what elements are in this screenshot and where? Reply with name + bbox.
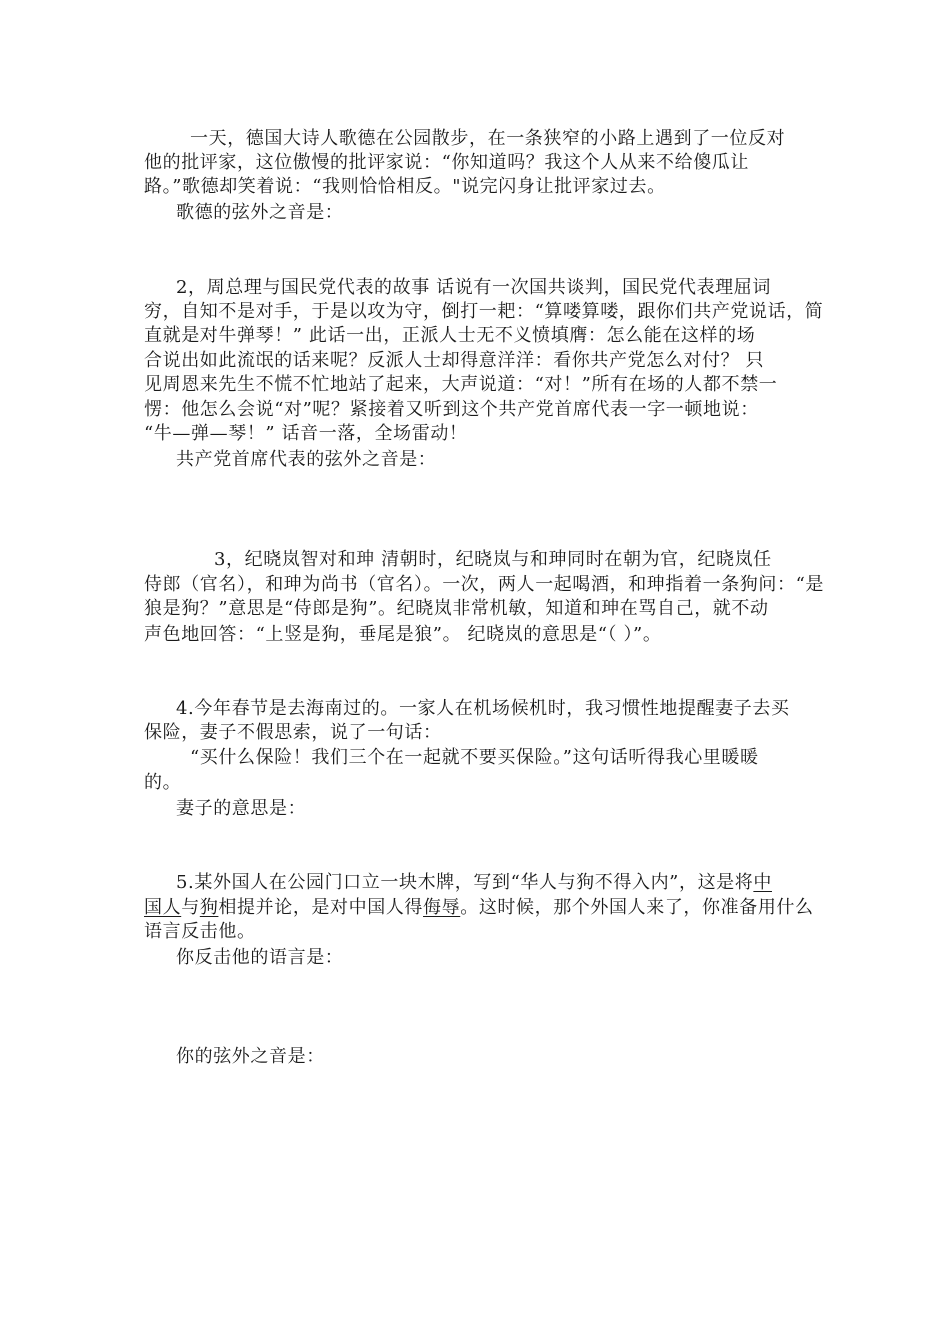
s5-underlined-gou: 狗 [199,897,219,918]
s2-line-2: 穷，自知不是对手，于是以攻为守，倒打一耙：“算喽算喽，跟你们共产党说话，简 [144,301,824,322]
s5-line-2 [144,896,814,920]
s2-prompt: 共产党首席代表的弦外之音是： [176,449,437,470]
s2-line-7: “牛—弹—琴！” 话音一落，全场雷动！ [144,423,468,444]
s4-line-1: 4.今年春节是去海南过的。一家人在机场候机时，我习惯性地提醒妻子去买 [176,698,790,719]
s5-text-yu: 与 [181,897,200,918]
s2-line-4: 合说出如此流氓的话来呢？反派人士却得意洋洋：看你共产党怎么对付？ 只 [144,350,765,371]
s2-line-3: 直就是对牛弹琴！” 此话一出，正派人士无不义愤填膺：怎么能在这样的场 [144,325,756,346]
s2-line-1: 2，周总理与国民党代表的故事 话说有一次国共谈判，国民党代表理屈词 [176,277,771,298]
s5-underlined-zhong: 中 [753,872,772,893]
s1-line-3: 路。”歌德却笑着说：“我则恰恰相反。"说完闪身让批评家过去。 [144,176,666,197]
s5-underlined-wuru: 侮辱 [423,897,461,918]
s1-line-1: 一天，德国大诗人歌德在公园散步，在一条狭窄的小路上遇到了一位反对 [190,128,786,149]
s3-line-3: 狼是狗？”意思是“侍郎是狗”。纪晓岚非常机敏，知道和珅在骂自己，就不动 [144,598,769,619]
s4-line-3: “买什么保险！我们三个在一起就不要买保险。”这句话听得我心里暖暖 [190,747,759,768]
s1-line-2: 他的批评家，这位傲慢的批评家说：“你知道吗？我这个人从来不给傻瓜让 [144,152,749,173]
s3-line-2: 侍郎（官名），和珅为尚书（官名）。一次，两人一起喝酒，和珅指着一条狗问：“是 [144,574,824,595]
s4-line-4: 的。 [144,772,182,793]
s5-prompt: 你反击他的语言是： [176,947,344,968]
s2-line-6: 愣：他怎么会说“对”呢？紧接着又听到这个共产党首席代表一字一顿地说： [144,399,759,420]
s5-underlined-guoren: 国人 [144,897,182,918]
s5-line-1 [144,871,810,895]
s5-line-3: 语言反击他。 [144,921,256,942]
s1-prompt: 歌德的弦外之音是： [176,202,344,223]
s5-text-mid: 相提并论，是对中国人得 [218,897,424,918]
s5-text-end: 。这时候，那个外国人来了，你准备用什么 [460,897,814,918]
s2-line-5: 见周恩来先生不慌不忙地站了起来，大声说道：“对！”所有在场的人都不禁一 [144,374,778,395]
s3-line-1: 3，纪晓岚智对和珅 清朝时，纪晓岚与和珅同时在朝为官，纪晓岚任 [214,549,772,570]
s4-prompt: 妻子的意思是： [176,798,307,819]
s3-line-4: 声色地回答：“上竖是狗，垂尾是狼”。 纪晓岚的意思是“（ ）”。 [144,624,662,645]
s5-line-1-text: 5.某外国人在公园门口立一块木牌，写到“华人与狗不得入内”，这是将 [176,872,754,893]
s5-prompt-2: 你的弦外之音是： [176,1046,325,1067]
s4-line-2: 保险，妻子不假思索，说了一句话： [144,722,442,743]
